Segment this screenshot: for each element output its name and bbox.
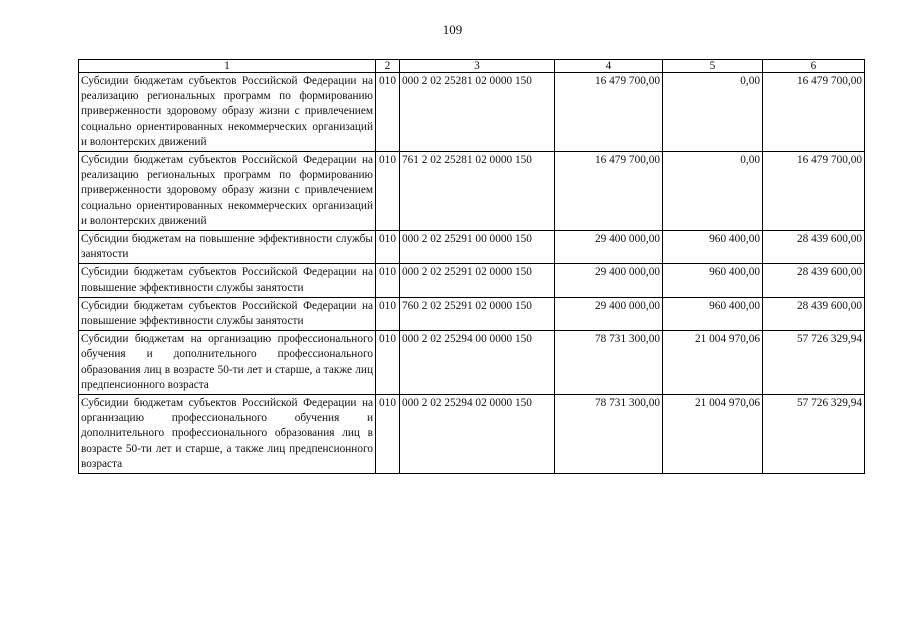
row-remaining-cell: 16 479 700,00	[763, 152, 865, 231]
row-name-cell: Субсидии бюджетам субъектов Российской Федерации на реализацию региональных программ по формированию приверженности здоровому образу жизни с привлечением социально ориентированных некоммерческих организаций и волонтерских движений	[79, 73, 376, 152]
table-row	[79, 297, 865, 330]
column-header: 1	[79, 60, 376, 73]
row-name-cell: Субсидии бюджетам субъектов Российской Федерации на организацию профессионального обучения и дополнительного профессионального образования лиц в возрасте 50-ти лет и старше, а также лиц предпенсионного возраста	[79, 395, 376, 474]
row-remaining-cell: 57 726 329,94	[763, 395, 865, 474]
row-remaining-cell: 28 439 600,00	[763, 297, 865, 330]
row-code-cell: 010	[376, 152, 400, 231]
row-plan-cell: 29 400 000,00	[555, 297, 663, 330]
row-executed-cell: 960 400,00	[663, 297, 763, 330]
table-row	[79, 331, 865, 395]
table-row	[79, 395, 865, 474]
column-header: 6	[763, 60, 865, 73]
row-executed-cell: 960 400,00	[663, 264, 763, 297]
row-name-cell: Субсидии бюджетам субъектов Российской Федерации на повышение эффективности службы занятости	[79, 297, 376, 330]
table-row	[79, 152, 865, 231]
row-kbk-cell: 000 2 02 25291 02 0000 150	[400, 264, 555, 297]
column-header: 5	[663, 60, 763, 73]
row-remaining-cell: 28 439 600,00	[763, 231, 865, 264]
row-executed-cell: 21 004 970,06	[663, 395, 763, 474]
table-row	[79, 264, 865, 297]
row-code-cell: 010	[376, 297, 400, 330]
row-code-cell: 010	[376, 331, 400, 395]
row-name-cell: Субсидии бюджетам субъектов Российской Федерации на повышение эффективности службы занятости	[79, 264, 376, 297]
row-plan-cell: 16 479 700,00	[555, 73, 663, 152]
row-plan-cell: 16 479 700,00	[555, 152, 663, 231]
column-header: 4	[555, 60, 663, 73]
row-remaining-cell: 16 479 700,00	[763, 73, 865, 152]
row-remaining-cell: 57 726 329,94	[763, 331, 865, 395]
budget-table	[78, 59, 865, 474]
row-kbk-cell: 000 2 02 25294 00 0000 150	[400, 331, 555, 395]
row-kbk-cell: 000 2 02 25281 02 0000 150	[400, 73, 555, 152]
row-plan-cell: 29 400 000,00	[555, 231, 663, 264]
row-name-cell: Субсидии бюджетам субъектов Российской Федерации на реализацию региональных программ по формированию приверженности здоровому образу жизни с привлечением социально ориентированных некоммерческих организаций и волонтерских движений	[79, 152, 376, 231]
row-name-cell: Субсидии бюджетам на организацию профессионального обучения и дополнительного профессионального образования лиц в возрасте 50-ти лет и старше, а также лиц предпенсионного возраста	[79, 331, 376, 395]
table-row	[79, 231, 865, 264]
row-plan-cell: 78 731 300,00	[555, 395, 663, 474]
column-header: 3	[400, 60, 555, 73]
row-kbk-cell: 000 2 02 25294 02 0000 150	[400, 395, 555, 474]
row-code-cell: 010	[376, 395, 400, 474]
row-remaining-cell: 28 439 600,00	[763, 264, 865, 297]
row-executed-cell: 960 400,00	[663, 231, 763, 264]
row-code-cell: 010	[376, 231, 400, 264]
row-code-cell: 010	[376, 264, 400, 297]
row-executed-cell: 21 004 970,06	[663, 331, 763, 395]
row-plan-cell: 29 400 000,00	[555, 264, 663, 297]
column-header: 2	[376, 60, 400, 73]
row-name-cell: Субсидии бюджетам на повышение эффективности службы занятости	[79, 231, 376, 264]
row-executed-cell: 0,00	[663, 152, 763, 231]
row-executed-cell: 0,00	[663, 73, 763, 152]
row-code-cell: 010	[376, 73, 400, 152]
row-kbk-cell: 760 2 02 25291 02 0000 150	[400, 297, 555, 330]
header-row	[79, 60, 865, 73]
row-kbk-cell: 761 2 02 25281 02 0000 150	[400, 152, 555, 231]
page-number: 109	[442, 22, 463, 37]
row-plan-cell: 78 731 300,00	[555, 331, 663, 395]
table-row	[79, 73, 865, 152]
row-kbk-cell: 000 2 02 25291 00 0000 150	[400, 231, 555, 264]
